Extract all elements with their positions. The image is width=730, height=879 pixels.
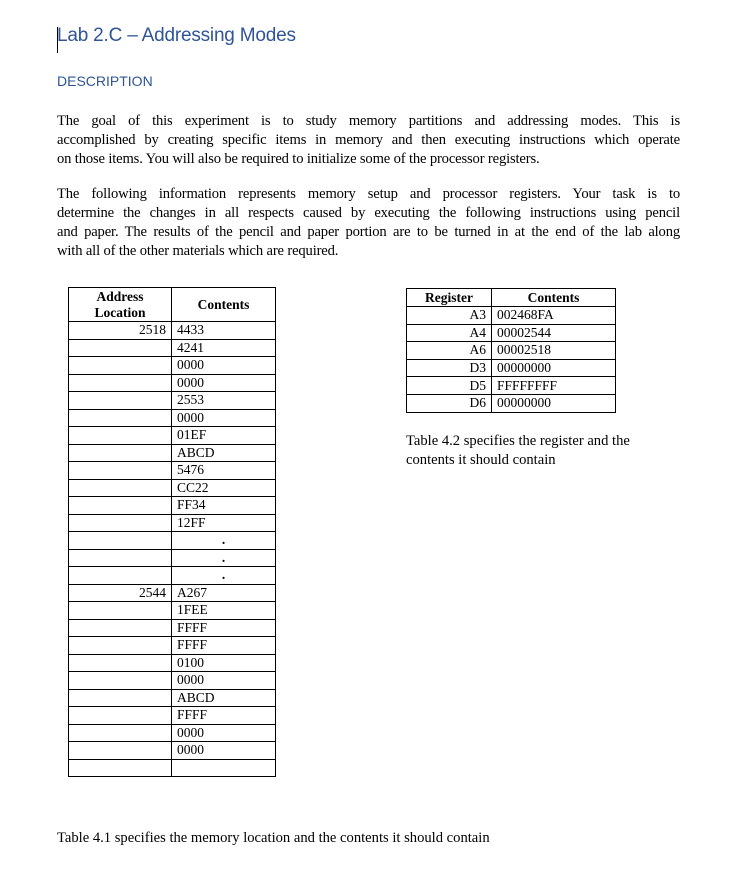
table-row [69, 672, 276, 690]
cell-contents: 4241 [172, 339, 276, 357]
cell-label [69, 374, 172, 392]
table-row [69, 444, 276, 462]
cell-contents: FFFFFFFF [492, 377, 616, 395]
cell-label [69, 462, 172, 480]
cell-contents: CC22 [172, 479, 276, 497]
cell-contents: 002468FA [492, 307, 616, 325]
table-row [407, 359, 616, 377]
cell-contents: 5476 [172, 462, 276, 480]
cell-contents: 0000 [172, 374, 276, 392]
table-row [69, 654, 276, 672]
cell-label [69, 514, 172, 532]
table-row [69, 689, 276, 707]
cell-contents: 00002544 [492, 324, 616, 342]
cell-contents: 00000000 [492, 359, 616, 377]
table-row [69, 532, 276, 550]
cell-contents [172, 759, 276, 777]
cell-label: A6 [407, 342, 492, 360]
cell-contents: FF34 [172, 497, 276, 515]
cell-contents: 0000 [172, 409, 276, 427]
cell-label: D3 [407, 359, 492, 377]
table-row [69, 427, 276, 445]
cell-label: 2544 [69, 584, 172, 602]
cell-label [69, 479, 172, 497]
cell-label: D6 [407, 394, 492, 412]
cell-contents: . [172, 532, 276, 550]
cell-contents: 4433 [172, 322, 276, 340]
table-row [69, 567, 276, 585]
cell-contents: FFFF [172, 637, 276, 655]
cell-contents: ABCD [172, 689, 276, 707]
cell-contents: ABCD [172, 444, 276, 462]
paragraph-line: accomplished by creating specific items in memory and then executing instructions which operate [57, 132, 680, 148]
cell-label [69, 339, 172, 357]
cell-label: 2518 [69, 322, 172, 340]
cell-label: D5 [407, 377, 492, 395]
table-row [407, 324, 616, 342]
caption-memory-table: Table 4.1 specifies the memory location and the contents it should contain [57, 830, 490, 846]
paragraph-goal [57, 112, 680, 169]
caption-line: contents it should contain [406, 452, 556, 468]
column-header-contents: Contents [492, 289, 616, 307]
cell-label [69, 409, 172, 427]
page-title: Lab 2.C – Addressing Modes [57, 25, 296, 46]
table-row [69, 602, 276, 620]
cell-contents: 0000 [172, 357, 276, 375]
column-header-register: Register [407, 289, 492, 307]
table-row [69, 339, 276, 357]
cell-label: A3 [407, 307, 492, 325]
paragraph-line: The goal of this experiment is to study memory partitions and addressing modes. This is [57, 113, 680, 129]
cell-contents: . [172, 549, 276, 567]
table-row [69, 409, 276, 427]
cell-contents: 00002518 [492, 342, 616, 360]
cell-contents: FFFF [172, 707, 276, 725]
caption-register-table [406, 432, 630, 470]
table-row [69, 514, 276, 532]
cell-contents: 1FEE [172, 602, 276, 620]
table-row [407, 307, 616, 325]
cell-label [69, 392, 172, 410]
table-row [407, 377, 616, 395]
cell-label [69, 654, 172, 672]
table-row [69, 742, 276, 760]
table-row [69, 479, 276, 497]
table-row [69, 357, 276, 375]
cell-label [69, 549, 172, 567]
paragraph-line: The following information represents memory setup and processor registers. Your task is to [57, 186, 680, 202]
cell-label [69, 497, 172, 515]
paragraph-line: determine the changes in all respects caused by executing the following instructions using pencil [57, 205, 680, 221]
cell-contents: FFFF [172, 619, 276, 637]
paragraph-line: and paper. The results of the pencil and paper portion are to be turned in at the end of the lab along [57, 224, 680, 240]
cell-contents: 0100 [172, 654, 276, 672]
cell-contents: A267 [172, 584, 276, 602]
cell-contents: . [172, 567, 276, 585]
cell-contents: 0000 [172, 672, 276, 690]
cell-contents: 0000 [172, 742, 276, 760]
cell-label [69, 567, 172, 585]
cell-label [69, 619, 172, 637]
section-heading: DESCRIPTION [57, 73, 153, 89]
table-row [69, 374, 276, 392]
cell-label [69, 532, 172, 550]
paragraph-task [57, 185, 680, 261]
cell-label [69, 427, 172, 445]
cell-contents: 12FF [172, 514, 276, 532]
table-row [69, 462, 276, 480]
memory-table [68, 287, 276, 777]
table-row [69, 619, 276, 637]
cell-contents: 0000 [172, 724, 276, 742]
table-row [407, 342, 616, 360]
cell-label [69, 724, 172, 742]
table-row [407, 394, 616, 412]
cell-label [69, 759, 172, 777]
table-row [69, 392, 276, 410]
cell-label [69, 707, 172, 725]
cell-label [69, 357, 172, 375]
cell-contents: 00000000 [492, 394, 616, 412]
cell-label [69, 444, 172, 462]
cell-label [69, 689, 172, 707]
table-row [69, 759, 276, 777]
table-row [69, 584, 276, 602]
table-row [69, 549, 276, 567]
table-row [69, 724, 276, 742]
caption-line: Table 4.2 specifies the register and the [406, 433, 630, 449]
table-row [69, 637, 276, 655]
table-row [69, 322, 276, 340]
cell-label: A4 [407, 324, 492, 342]
table-row [69, 707, 276, 725]
cell-label [69, 637, 172, 655]
column-header-address: Address Location [69, 288, 172, 322]
cell-contents: 01EF [172, 427, 276, 445]
cell-label [69, 742, 172, 760]
cell-contents: 2553 [172, 392, 276, 410]
paragraph-line: on those items. You will also be required to initialize some of the processor registers. [57, 151, 540, 167]
register-table [406, 288, 616, 413]
cell-label [69, 602, 172, 620]
table-row [69, 497, 276, 515]
cell-label [69, 672, 172, 690]
paragraph-line: with all of the other materials which are required. [57, 243, 339, 259]
column-header-contents: Contents [172, 288, 276, 322]
